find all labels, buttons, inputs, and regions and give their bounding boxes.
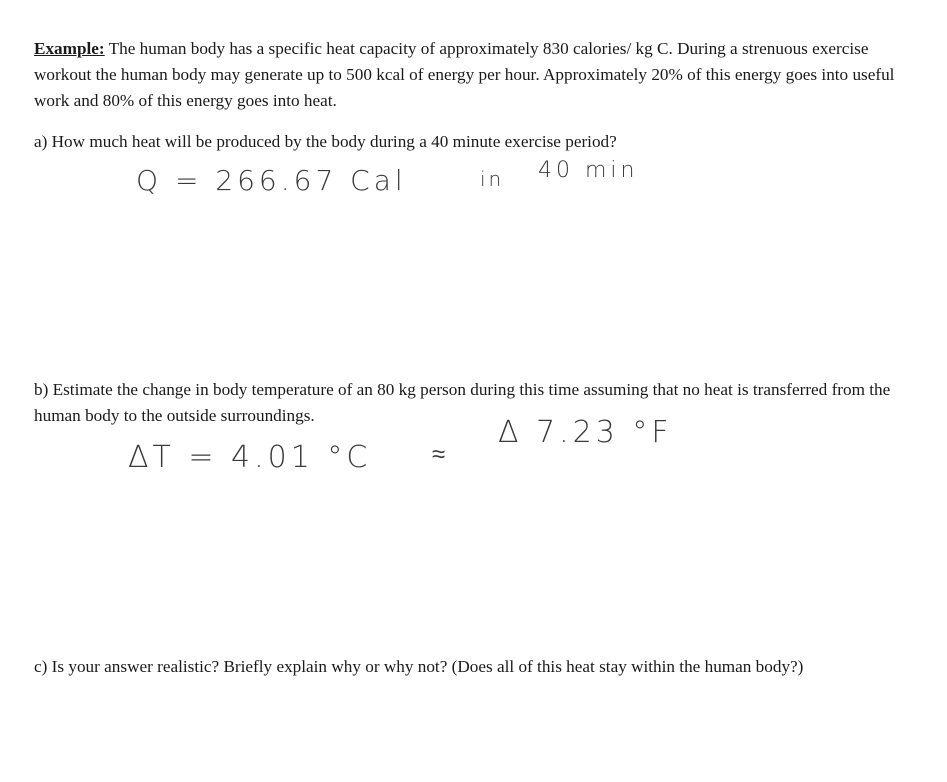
answer-a-time: 40 min [538, 158, 639, 183]
question-c: c) Is your answer realistic? Briefly explain why or why not? (Does all of this heat stay within the human body?) [34, 657, 804, 676]
example-label: Example: [34, 39, 105, 58]
intro-text: The human body has a specific heat capacity of approximately 830 calories/ kg C. During a strenuous exercise workout the human body may generate up to 500 kcal of energy per hour. Approximately 20% of this energy goes into useful work and 80% of this energy goes into heat. [34, 39, 895, 110]
answer-a-in: in [480, 167, 505, 191]
question-b: b) Estimate the change in body temperature of an 80 kg person during this time assuming that no heat is transferred from the human body to the outside surroundings. [34, 380, 891, 425]
intro-paragraph [34, 36, 914, 114]
answer-b-approx: ≈ [432, 440, 449, 468]
answer-b-fahrenheit: Δ 7.23 °F [498, 415, 673, 450]
answer-a-equation: Q = 266.67 Cal [136, 164, 407, 197]
answer-b-equation: ΔT = 4.01 °C [128, 440, 372, 475]
question-a: a) How much heat will be produced by the body during a 40 minute exercise period? [34, 132, 617, 151]
